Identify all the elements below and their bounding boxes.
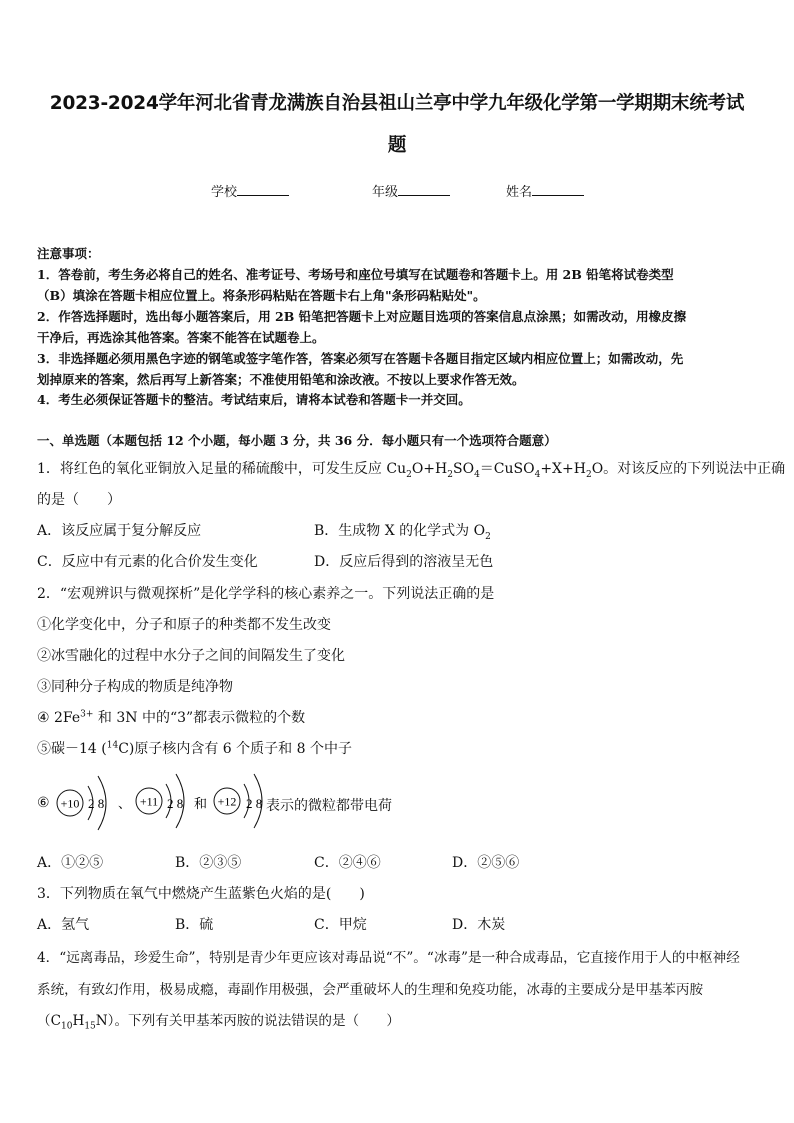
- atom-shell-label: 2 8: [246, 796, 263, 811]
- q1-option-a: A．该反应属于复分解反应: [37, 523, 202, 539]
- grade-label: 年级: [372, 185, 399, 200]
- q2-statement-1: ①化学变化中，分子和原子的种类都不发生改变: [37, 617, 331, 633]
- name-label: 姓名: [506, 185, 533, 200]
- notes-heading: 注意事项：: [37, 246, 100, 261]
- name-field: [506, 181, 584, 200]
- q2-statement-2: ②冰雪融化的过程中水分子之间的间隔发生了变化: [37, 648, 345, 664]
- q2-statement-6-tail: 表示的微粒都带电荷: [266, 798, 392, 814]
- name-blank: [532, 183, 584, 196]
- atom-shell-label: 2 8: [167, 796, 184, 811]
- q3-option-d: D．木炭: [452, 917, 506, 933]
- q4-line3: $(C_{10}H_{15}N)$。下列有关甲基苯丙胺的说法错误的是（ ）: [37, 1013, 400, 1032]
- q3-option-c: C．甲烷: [314, 917, 367, 933]
- q1-stem: 1．将红色的氧化亚铜放入足量的稀硫酸中，可发生反应 $Cu_2O+H_2SO_4=CuSO_4+X+H_2O$。对该反应的下列说法中正确: [37, 461, 786, 480]
- q2-statement-6-mark: ⑥: [37, 795, 50, 811]
- atom-diagram-na-ion-2: [136, 774, 207, 828]
- atom-shell-label: 2 8: [88, 796, 105, 811]
- exam-title-line2: 题: [387, 135, 407, 156]
- q1-option-b: B．生成物 X 的化学式为 $O_2$: [314, 523, 491, 542]
- note-line: 2．作答选择题时，选出每小题答案后，用 2B 铅笔把答题卡上对应题目选项的答案信息点涂黑；如需改动，用橡皮擦: [37, 309, 687, 324]
- school-field: [211, 181, 289, 200]
- exam-title-line1: 2023-2024学年河北省青龙满族自治县祖山兰亭中学九年级化学第一学期期末统考试: [49, 93, 745, 114]
- school-label: 学校: [211, 185, 238, 200]
- school-blank: [237, 183, 289, 196]
- q2-stem: 2．“宏观辨识与微观探析”是化学学科的核心素养之一。下列说法正确的是: [37, 586, 495, 602]
- atom-nucleus-label: +10: [60, 796, 80, 811]
- q3-stem: 3．下列物质在氧气中燃烧产生蓝紫色火焰的是( ): [37, 886, 365, 902]
- note-line: （B）填涂在答题卡相应位置上。将条形码粘贴在答题卡右上角"条形码粘贴处"。: [37, 288, 486, 303]
- atom-structure-diagrams: [52, 768, 297, 840]
- q2-statement-4: ④ $2Fe^{3+}$ 和 3N 中的“3”都表示微粒的个数: [37, 709, 306, 726]
- note-line: 划掉原来的答案，然后再写上新答案；不准使用铅笔和涂改液。不按以上要求作答无效。: [37, 372, 525, 387]
- atom-diagram-na-ion: [57, 776, 131, 830]
- atom-nucleus-label: +11: [139, 794, 159, 809]
- q1-option-c: C．反应中有元素的化合价发生变化: [37, 554, 258, 570]
- q2-option-a: A．①②⑤: [37, 855, 104, 871]
- q2-statement-3: ③同种分子构成的物质是纯净物: [37, 679, 233, 695]
- note-line: 3．非选择题必须用黑色字迹的钢笔或签字笔作答，答案必须写在答题卡各题目指定区域内相应位置上；如需改动，先: [37, 351, 684, 366]
- q2-option-b: B．②③⑤: [175, 855, 242, 871]
- q1-stem-prefix: 1．将红色的氧化亚铜放入足量的稀硫酸中，可发生反应 Cu: [37, 461, 407, 477]
- q4-line1: 4．“远离毒品，珍爱生命”，特别是青少年更应该对毒品说“不”。“冰毒”是一种合成毒品，它直接作用于人的中枢神经: [37, 950, 740, 966]
- atom-separator: 和: [194, 796, 208, 811]
- atom-diagram-mg-ion: [214, 774, 262, 828]
- section-heading: 一、单选题（本题包括 12 个小题，每小题 3 分，共 36 分．每小题只有一个选项符合题意）: [37, 433, 557, 448]
- q2-option-c: C．②④⑥: [314, 855, 381, 871]
- q2-statement-5: ⑤碳－14 ($^{14}$C)原子核内含有 6 个质子和 8 个中子: [37, 740, 352, 757]
- q3-option-b: B．硫: [175, 917, 214, 933]
- q1-stem-tail: 对该反应的下列说法中正确: [617, 461, 786, 477]
- q4-line2: 系统，有致幻作用，极易成瘾，毒副作用极强，会严重破坏人的生理和免疫功能，冰毒的主要成分是甲基苯丙胺: [37, 982, 704, 998]
- q1-option-d: D．反应后得到的溶液呈无色: [314, 554, 494, 570]
- note-line: 1．答卷前，考生务必将自己的姓名、准考证号、考场号和座位号填写在试题卷和答题卡上。用 2B 铅笔将试卷类型: [37, 267, 674, 282]
- q1-stem-line2: 的是（ ）: [37, 492, 121, 508]
- atom-nucleus-label: +12: [217, 794, 237, 809]
- q3-option-a: A．氢气: [37, 917, 90, 933]
- note-line: 4．考生必须保证答题卡的整洁。考试结束后，请将本试卷和答题卡一并交回。: [37, 392, 471, 407]
- grade-field: [372, 181, 450, 200]
- atom-separator: 、: [118, 796, 132, 811]
- note-line: 干净后，再选涂其他答案。答案不能答在试题卷上。: [37, 330, 325, 345]
- q2-option-d: D．②⑤⑥: [452, 855, 520, 871]
- grade-blank: [398, 183, 450, 196]
